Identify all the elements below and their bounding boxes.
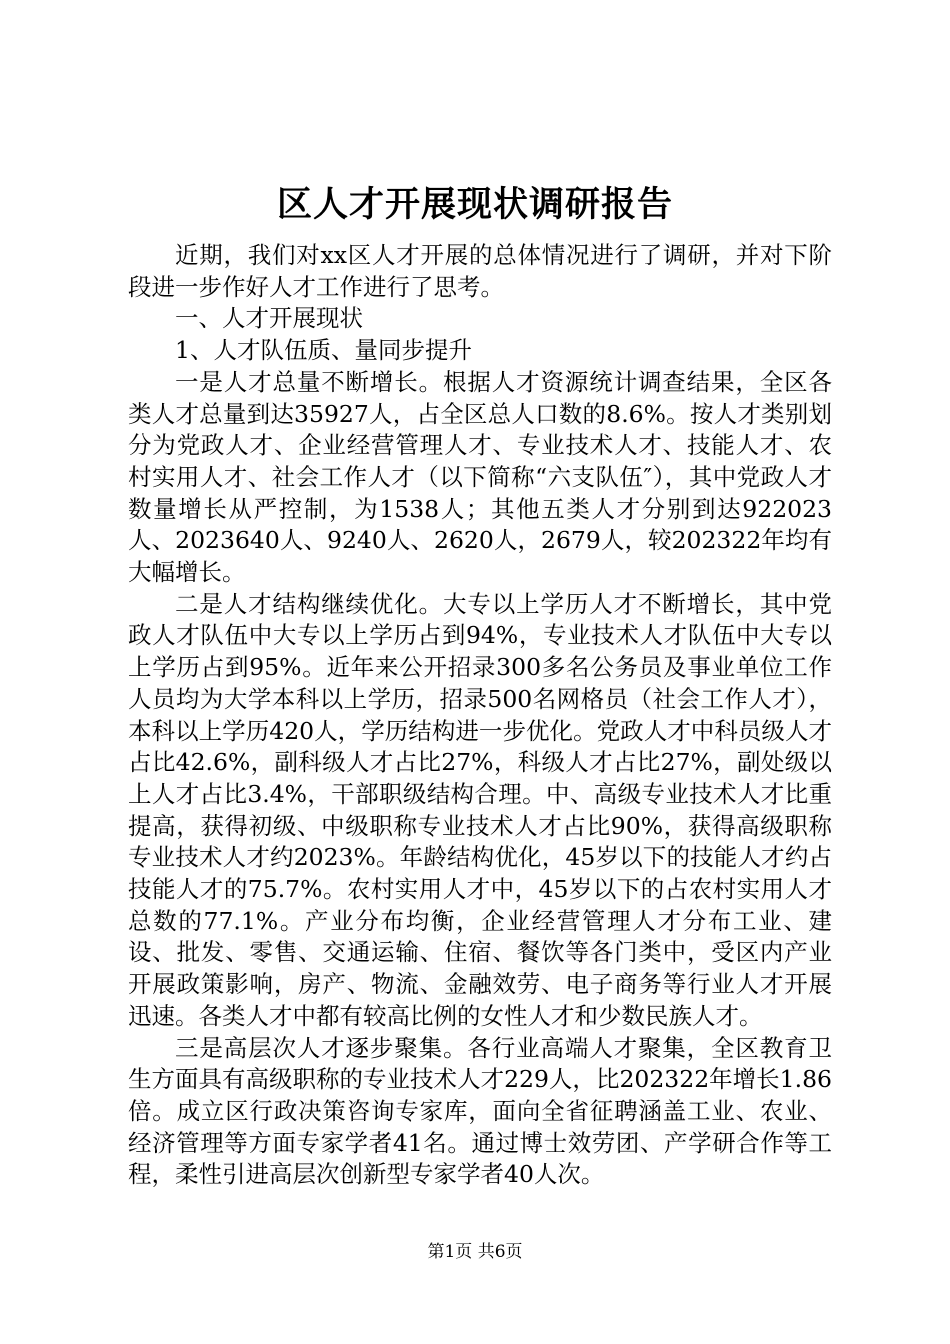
document-title: 区人才开展现状调研报告 (276, 184, 673, 225)
paragraph-structure-optimization: 二是人才结构继续优化。大专以上学历人才不断增长，其中党政人才队伍中大专以上学历占到94%，专业技术人才队伍中大专以上学历占到95%。近年来公开招录300多名公务员及事业单位工作人员均为大学本科以上学历，招录500名网格员（社会工作人才），本科以上学历420人，学历结构进一步优化。党政人才中科员级人才占比42.6%，副科级人才占比27%，科级人才占比27%，副处级以上人才占比3.4%，干部职级结构合理。中、高级专业技术人才比重提高，获得初级、中级职称专业技术人才占比90%，获得高级职称专业技术人才约2023%。年龄结构优化，45岁以下的技能人才约占技能人才的75.7%。农村实用人才中，45岁以下的占农村实用人才总数的77.1%。产业分布均衡，企业经营管理人才分布工业、建设、批发、零售、交通运输、住宿、餐饮等各门类中，受区内产业开展政策影响，房产、物流、金融效劳、电子商务等行业人才开展迅速。各类人才中都有较高比例的女性人才和少数民族人才。 (128, 589, 832, 1030)
intro-paragraph: 近期，我们对xx区人才开展的总体情况进行了调研，并对下阶段进一步作好人才工作进行了思考。 (128, 241, 832, 301)
paragraph-total-growth: 一是人才总量不断增长。根据人才资源统计调查结果，全区各类人才总量到达35927人，占全区总人口数的8.6%。按人才类别划分为党政人才、企业经营管理人才、专业技术人才、技能人才、农村实用人才、社会工作人才（以下简称“六支队伍″），其中党政人才数量增长从严控制，为1538人；其他五类人才分别到达922023人、2023640人、9240人、2620人，2679人，较202322年均有大幅增长。 (128, 367, 832, 587)
paragraph-high-level-talent: 三是高层次人才逐步聚集。各行业高端人才聚集，全区教育卫生方面具有高级职称的专业技术人才229人，比202322年增长1.86倍。成立区行政决策咨询专家库，面向全省征聘涵盖工业、农业、经济管理等方面专家学者41名。通过博士效劳团、产学研合作等工程，柔性引进高层次创新型专家学者40人次。 (128, 1033, 832, 1189)
document-body (128, 240, 832, 1191)
section-heading: 一、人才开展现状 (175, 304, 363, 333)
page-number-footer: 第1页 共6页 (427, 1242, 523, 1262)
subsection-heading: 1、人才队伍质、量同步提升 (175, 336, 472, 365)
